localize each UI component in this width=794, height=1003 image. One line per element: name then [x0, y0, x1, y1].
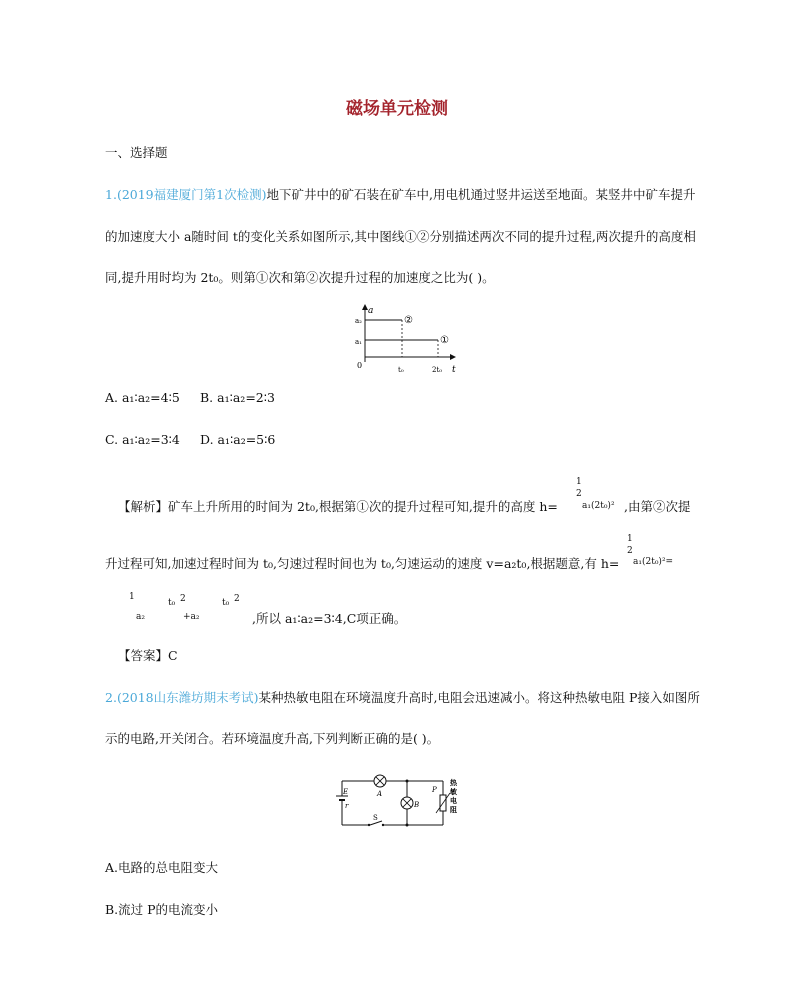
- q1-option-b[interactable]: B. a₁∶a₂=2∶3: [200, 390, 275, 405]
- q1-answer: 【答案】C: [118, 648, 178, 663]
- q1-option-a[interactable]: A. a₁∶a₂=4∶5: [105, 390, 180, 405]
- analysis-3-exp-b: 2: [234, 594, 240, 604]
- analysis-3-frac-top: 1: [129, 592, 135, 602]
- analysis-1-expr: a₁(2t₀)²: [582, 501, 615, 511]
- q1-graph-label-2: ②: [404, 315, 413, 326]
- switch-label: S: [373, 814, 378, 822]
- section-heading: 一、选择题: [105, 145, 168, 160]
- q2-text-2: 示的电路,开关闭合。若环境温度升高,下列判断正确的是( )。: [105, 731, 440, 746]
- q1-graph-tick-t0: t₀: [398, 366, 404, 374]
- analysis-line-1: 【解析】矿车上升所用的时间为 2t₀,根据第①次的提升过程可知,提升的高度 h=: [118, 499, 558, 514]
- thermistor-note-4: 阻: [450, 805, 457, 814]
- q2-circuit-diagram: [330, 770, 470, 830]
- analysis-3-plus: +a₂: [183, 612, 200, 622]
- analysis-2-frac-bottom: 2: [627, 546, 633, 556]
- q2-option-a[interactable]: A.电路的总电阻变大: [105, 860, 219, 875]
- analysis-3-t0-a: t₀: [168, 598, 176, 608]
- thermistor-note-3: 电: [450, 796, 457, 805]
- q2-number: 2.: [105, 690, 117, 705]
- q2-line1: [105, 688, 700, 706]
- lamp-b-label: B: [414, 801, 420, 809]
- q1-graph-tick-2t0: 2t₀: [432, 366, 443, 374]
- q1-acceleration-graph: [340, 300, 465, 378]
- emf-label: E: [343, 788, 349, 796]
- q1-option-c[interactable]: C. a₁∶a₂=3∶4: [105, 432, 180, 447]
- q2-source: (2018山东潍坊期末考试): [116, 690, 259, 705]
- q1-number: 1.: [105, 187, 117, 202]
- q1-text-1: 地下矿井中的矿石装在矿车中,用电机通过竖井运送至地面。某竖井中矿车提升: [266, 187, 696, 202]
- q1-graph-origin: 0: [357, 361, 363, 370]
- analysis-line-2: 升过程可知,加速过程时间为 t₀,匀速过程时间也为 t₀,匀速运动的速度 v=a₂t₀,根据题意,有 h=: [105, 556, 620, 571]
- page-title: 磁场单元检测: [346, 99, 448, 119]
- q1-graph-tick-a1: a₁: [355, 338, 362, 346]
- q1-graph-tick-a2: a₂: [355, 317, 362, 325]
- thermistor-note-1: 热: [450, 778, 457, 787]
- q1-text-3: 同,提升用时均为 2t₀。则第①次和第②次提升过程的加速度之比为( )。: [105, 270, 495, 285]
- internal-resistance-label: r: [345, 802, 349, 810]
- analysis-3-tail: ,所以 a₁∶a₂=3∶4,C项正确。: [252, 611, 407, 626]
- analysis-2-frac-top: 1: [627, 534, 633, 544]
- q1-graph-y-label: a: [368, 306, 374, 316]
- q1-text-2: 的加速度大小 a随时间 t的变化关系如图所示,其中图线①②分别描述两次不同的提升过程,两次提升的高度相: [105, 229, 696, 244]
- analysis-3-t0-b: t₀: [222, 598, 230, 608]
- analysis-2-expr: a₁(2t₀)²=: [633, 557, 674, 567]
- thermistor-label: P: [432, 786, 437, 794]
- lamp-a-label: A: [377, 790, 383, 798]
- thermistor-note-2: 敏: [450, 787, 457, 796]
- analysis-3-exp-a: 2: [180, 594, 186, 604]
- q1-line1: [105, 185, 695, 203]
- q1-graph-label-1: ①: [440, 335, 449, 346]
- q1-source: (2019福建厦门第1次检测): [116, 187, 267, 202]
- q1-graph-x-label: t: [452, 365, 456, 375]
- analysis-1-frac-bottom: 2: [576, 489, 582, 499]
- q2-text-1: 某种热敏电阻在环境温度升高时,电阻会迅速减小。将这种热敏电阻 P接入如图所: [258, 690, 700, 705]
- q1-option-d[interactable]: D. a₁∶a₂=5∶6: [200, 432, 276, 447]
- analysis-1-tail: ,由第②次提: [624, 499, 691, 514]
- q2-option-b[interactable]: B.流过 P的电流变小: [105, 902, 219, 917]
- analysis-3-frac-bottom: a₂: [136, 612, 145, 622]
- analysis-1-frac-top: 1: [576, 477, 582, 487]
